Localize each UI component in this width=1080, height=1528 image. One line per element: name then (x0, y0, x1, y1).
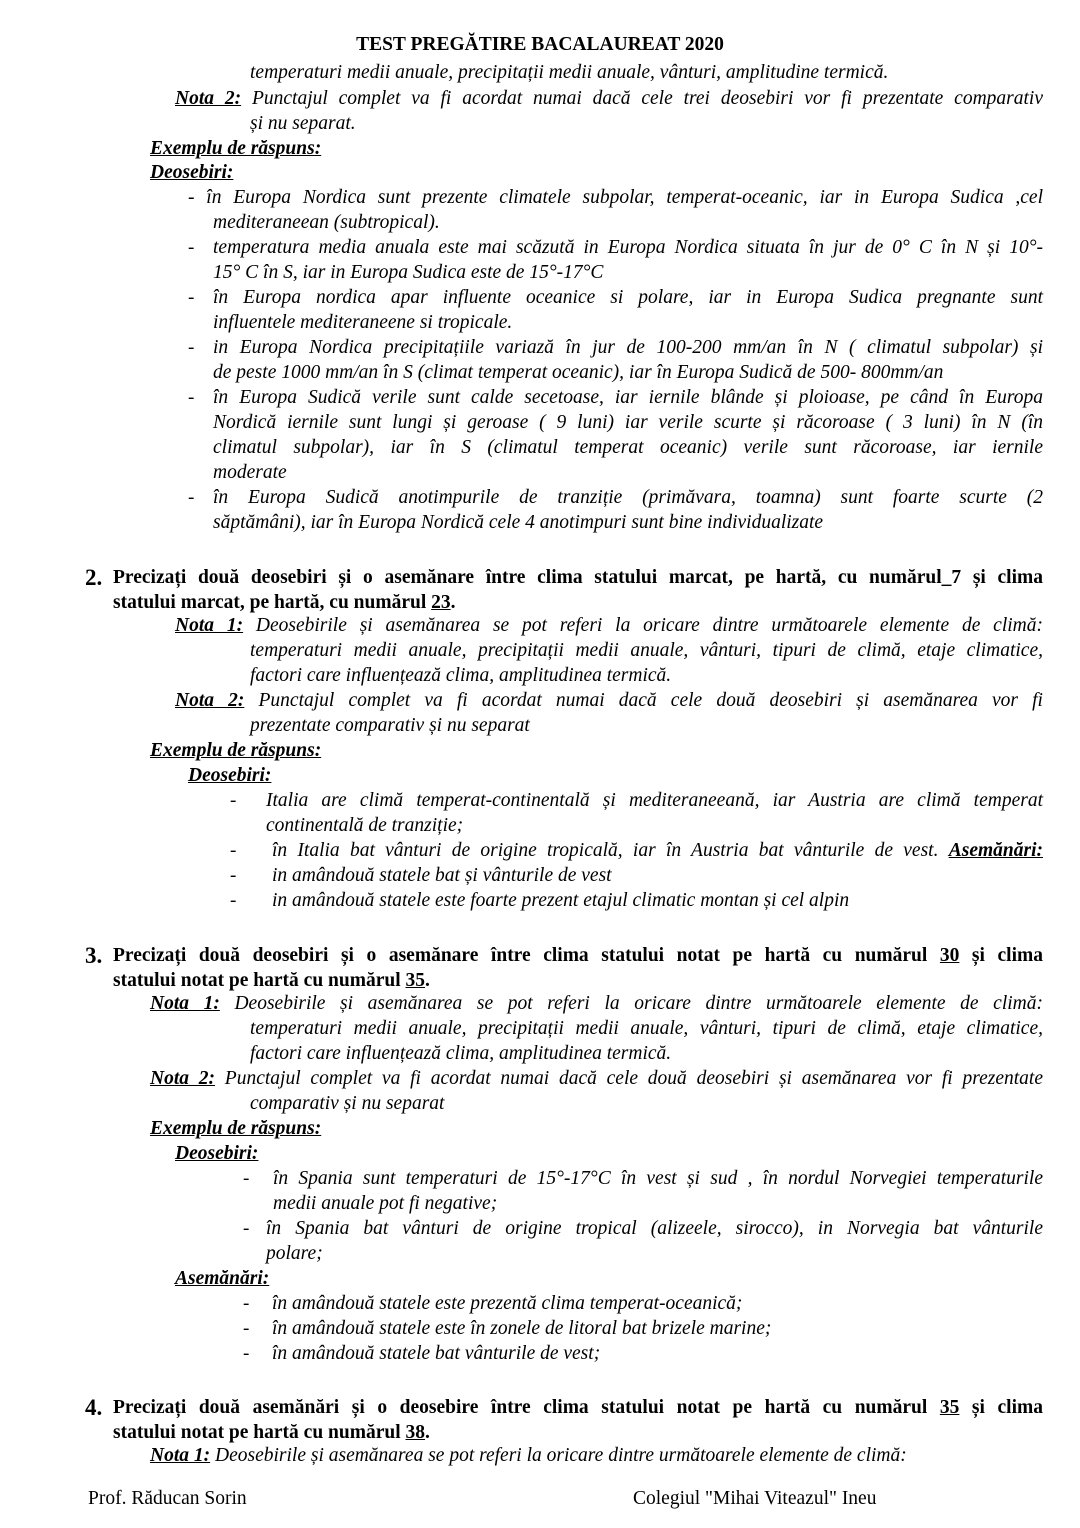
question-text: 23 (431, 592, 451, 613)
nota-line (250, 663, 671, 688)
item-line (213, 410, 1043, 435)
question-line (113, 1420, 430, 1445)
line-text: Punctajul complet va fi acordat numai dacă cele două deosebiri și asemănarea vor fi prezentate (215, 1068, 1043, 1089)
line-text: Punctajul complet va fi acordat numai dacă cele trei deosebiri vor fi prezentate comparativ (241, 88, 1043, 109)
nota-line (175, 688, 1043, 713)
question-number: 4. (85, 1395, 103, 1420)
nota-line (250, 1016, 1043, 1041)
item-line (213, 360, 943, 385)
line-text: factori care influențează clima, amplitudinea termică. (250, 665, 672, 686)
line-text: Deosebirile și asemănarea se pot referi la oricare dintre următoarele elemente de climă: (243, 615, 1043, 636)
line-text: temperatura media anuala este mai scăzută in Europa Nordica situata în jur de 0° C în N și 10°- (213, 237, 1043, 258)
question-text: statului notat pe hartă cu numărul (113, 970, 406, 991)
bullet-dash: - (243, 1343, 250, 1364)
item-line (266, 813, 463, 838)
nota-line (250, 638, 1043, 663)
line-text: temperaturi medii anuale, precipitații medii anuale, vânturi, tipuri de climă, etaje climatice, (250, 640, 1043, 661)
bullet-dash: - (243, 1293, 250, 1314)
item-line (213, 460, 287, 485)
nota-label: Nota 1: (175, 615, 244, 636)
line-text: în Europa Sudică anotimpurile de tranziție (primăvara, toamna) sunt foarte scurte (2 (213, 487, 1043, 508)
line-text: Deosebirile și asemănarea se pot referi la oricare dintre următoarele elemente de climă: (210, 1445, 907, 1466)
question-line (113, 565, 1043, 590)
item-line (213, 435, 1043, 460)
question-text: statului notat pe hartă cu numărul (113, 1422, 406, 1443)
bullet-dash: - (230, 865, 237, 886)
bullet-dash: - (188, 237, 195, 258)
item-line (266, 1216, 1043, 1241)
item-line (213, 260, 603, 285)
line-text: influentele mediteraneene si tropicale. (213, 312, 513, 333)
nota-label: Nota 1: (150, 993, 220, 1014)
heading-label: Deosebiri: (188, 765, 272, 786)
footer-school: Colegiul "Mihai Viteazul" Ineu (633, 1488, 877, 1509)
line-text: și nu separat. (250, 113, 356, 134)
line-text: climatul subpolar), iar în S (climatul temperat oceanic) verile sunt răcoroase, iar iernile (213, 437, 1043, 458)
line-text: continentală de tranziție; (266, 815, 464, 836)
question-text: 30 (939, 945, 960, 966)
line-text: in amândouă statele bat și vânturile de vest (272, 865, 612, 886)
line-text: săptămâni), iar în Europa Nordică cele 4 anotimpuri sunt bine individualizate (213, 512, 824, 533)
line-text: Punctajul complet va fi acordat numai dacă cele două deosebiri și asemănarea vor fi (244, 690, 1043, 711)
line-text: prezentate comparativ și nu separat (250, 715, 530, 736)
question-text: 35 (939, 1397, 960, 1418)
nota-line (250, 1041, 671, 1066)
line-text: de peste 1000 mm/an în S (climat temperat oceanic), iar în Europa Sudică de 500- 800mm/an (213, 362, 944, 383)
nota-line (150, 1066, 1043, 1091)
question-text: și clima (959, 1397, 1043, 1418)
nota-label: Nota 1: (150, 1445, 211, 1466)
section-heading (150, 160, 233, 185)
line-text: în Spania sunt temperaturi de 15°-17°C în vest și sud , în nordul Norvegiei temperaturile (273, 1168, 1043, 1189)
line-text: Nordică iernile sunt lungi și geroase ( 9 luni) iar verile scurte și răcoroase ( 3 luni) în N (în (213, 412, 1043, 433)
nota-label: Nota 2: (150, 1068, 216, 1089)
question-text: . (425, 1422, 430, 1443)
item-line (213, 210, 440, 235)
question-text: . (450, 592, 456, 613)
line-text: - în Europa Nordica sunt prezente climatele subpolar, temperat-oceanic, iar in Europa Sudica ,cel (188, 187, 1043, 208)
question-number: 2. (85, 565, 103, 590)
question-line (113, 968, 430, 993)
line-text: temperaturi medii anuale, precipitații medii anuale, vânturi, tipuri de climă, etaje climatice, (250, 1018, 1043, 1039)
question-number: 3. (85, 943, 103, 968)
item-line (188, 185, 1043, 210)
question-text: Precizați două asemănări și o deosebire între clima statului notat pe hartă cu numărul (113, 1397, 940, 1418)
nota-line (150, 1443, 907, 1468)
bullet-dash: - (188, 287, 195, 308)
nota-line (250, 713, 530, 738)
section-heading (188, 763, 271, 788)
item-line (213, 285, 1043, 310)
bullet-dash: - (243, 1218, 250, 1239)
line-text: Deosebirile și asemănarea se pot referi la oricare dintre următoarele elemente de climă: (219, 993, 1043, 1014)
line-text: în Europa Sudică verile sunt calde secetoase, iar iernile blânde și ploioase, pe când în Europa (213, 387, 1043, 408)
line-text: mediteraneean (subtropical). (213, 212, 440, 233)
bullet-dash: - (188, 337, 195, 358)
item-line (272, 838, 1043, 863)
heading-label: Asemănări: (948, 840, 1043, 861)
heading-label: Exemplu de răspuns: (150, 740, 322, 761)
line-text: în Italia bat vânturi de origine tropicală, iar în Austria bat vânturile de vest. (272, 840, 949, 861)
bullet-dash: - (230, 790, 237, 811)
question-text: . (425, 970, 430, 991)
line-text: Italia are climă temperat-continentală și mediteraneeană, iar Austria are climă temperat (266, 790, 1043, 811)
bullet-dash: - (188, 387, 195, 408)
question-text: statului marcat, pe hartă, cu numărul (113, 592, 432, 613)
nota-line (150, 991, 1043, 1016)
item-line (213, 310, 512, 335)
item-line (213, 335, 1043, 360)
item-line (272, 1316, 771, 1341)
question-line (113, 590, 456, 615)
heading-label: Deosebiri: (175, 1143, 259, 1164)
nota-line (175, 86, 1043, 111)
heading-label: Deosebiri: (150, 162, 234, 183)
section-heading (175, 1266, 269, 1291)
bullet-dash: - (230, 840, 237, 861)
item-line (266, 1241, 323, 1266)
question-text: 35 (405, 970, 426, 991)
item-line (273, 1166, 1043, 1191)
item-line (266, 788, 1043, 813)
section-heading (150, 1116, 321, 1141)
heading-label: Exemplu de răspuns: (150, 138, 322, 159)
bullet-dash: - (230, 890, 237, 911)
line-text: în amândouă statele este prezentă clima temperat-oceanică; (272, 1293, 743, 1314)
question-text: Precizați două deosebiri și o asemănare între clima statului notat pe hartă cu numărul (113, 945, 940, 966)
nota-label: Nota 2: (175, 88, 242, 109)
line-text: temperaturi medii anuale, precipitații medii anuale, vânturi, amplitudine termică. (250, 62, 889, 83)
item-line (272, 863, 612, 888)
item-line (213, 385, 1043, 410)
bullet-dash: - (243, 1318, 250, 1339)
nota-line (175, 613, 1043, 638)
question-text: 38 (405, 1422, 426, 1443)
question-line (113, 1395, 1043, 1420)
item-line (272, 1291, 742, 1316)
question-text: Precizați două deosebiri și o asemănare între clima statului marcat, pe hartă, cu numărul_7 și clima (113, 567, 1043, 588)
line-text: in Europa Nordica precipitațiile variază în jur de 100-200 mm/an în N ( climatul subpolar) și (213, 337, 1043, 358)
line-text: în amândouă statele bat vânturile de vest; (272, 1343, 601, 1364)
line-text: factori care influențează clima, amplitudinea termică. (250, 1043, 672, 1064)
bullet-dash: - (188, 487, 195, 508)
line-text: 15° C în S, iar in Europa Sudica este de 15°-17°C (213, 262, 604, 283)
section-heading (150, 738, 321, 763)
nota-line (250, 111, 356, 136)
page-title: TEST PREGĂTIRE BACALAUREAT 2020 (356, 34, 724, 55)
item-line (213, 485, 1043, 510)
cont-line (250, 60, 888, 85)
heading-label: Asemănări: (175, 1268, 270, 1289)
line-text: în Spania bat vânturi de origine tropical (alizeele, sirocco), in Norvegia bat vânturile (266, 1218, 1043, 1239)
section-heading (150, 136, 321, 161)
line-text: polare; (266, 1243, 323, 1264)
item-line (213, 510, 823, 535)
line-text: in amândouă statele este foarte prezent etajul climatic montan și cel alpin (272, 890, 850, 911)
item-line (272, 888, 849, 913)
nota-label: Nota 2: (175, 690, 245, 711)
item-line (213, 235, 1043, 260)
heading-label: Exemplu de răspuns: (150, 1118, 322, 1139)
line-text: în amândouă statele este în zonele de litoral bat brizele marine; (272, 1318, 772, 1339)
question-text: și clima (959, 945, 1043, 966)
item-line (273, 1191, 497, 1216)
line-text: în Europa nordica apar influente oceanice si polare, iar in Europa Sudica pregnante sunt (213, 287, 1043, 308)
line-text: comparativ și nu separat (250, 1093, 445, 1114)
nota-line (250, 1091, 444, 1116)
bullet-dash: - (243, 1168, 250, 1189)
section-heading (175, 1141, 258, 1166)
footer-author: Prof. Răducan Sorin (88, 1488, 247, 1509)
line-text: medii anuale pot fi negative; (273, 1193, 498, 1214)
question-line (113, 943, 1043, 968)
item-line (272, 1341, 600, 1366)
line-text: moderate (213, 462, 287, 483)
